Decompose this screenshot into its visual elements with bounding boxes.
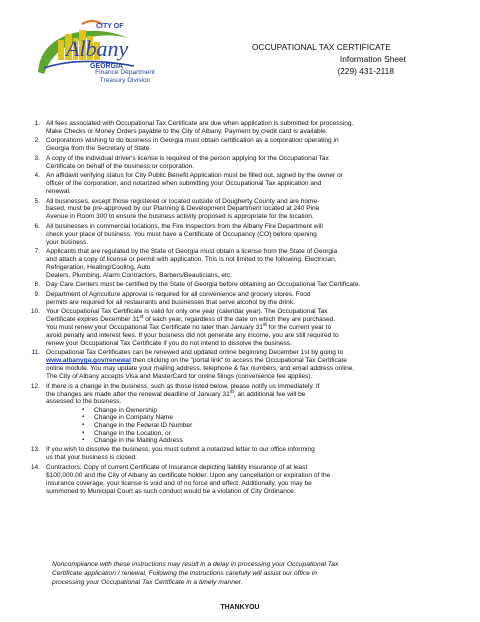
- document-subtitle: Information Sheet: [339, 54, 406, 64]
- item-text: Applicants that are regulated by the State of Georgia must obtain a license from the State of Georgia: [46, 248, 338, 256]
- list-item: [24, 137, 456, 153]
- item-text: You must renew your Occupational Tax Certificate no later than January 31st for the current year to: [46, 321, 332, 332]
- list-item: [24, 281, 456, 289]
- department-line-1: Finance Department: [95, 69, 155, 76]
- item-text: All businesses, except those registered or located outside of Dougherty County and are home-: [46, 197, 320, 205]
- phone-number: (229) 431-2118: [337, 66, 394, 76]
- item-number: 2.: [34, 137, 40, 145]
- item-text: Refrigeration, Heating/Cooling, Auto: [46, 263, 151, 271]
- document-title: OCCUPATIONAL TAX CERTIFICATE: [252, 42, 391, 52]
- item-text: www.albanyga.gov/renewal then clicking on the "portal link" to access the Occupational Tax Certificate: [46, 357, 347, 365]
- thank-you-text: THANKYOU: [220, 604, 260, 611]
- list-item: [24, 464, 456, 496]
- item-text: permits are required for all restaurants and businesses that serve alcohol by the drink.: [46, 298, 295, 306]
- item-text: Dealers, Plumbing, Alarm Contractors, Barbers/Beauticians, etc.: [46, 271, 232, 279]
- list-item: [24, 223, 456, 247]
- item-number: 3.: [34, 154, 40, 162]
- item-number: 11.: [31, 349, 40, 357]
- list-item: [24, 248, 456, 280]
- item-text: Certificate on behalf of the business or corporation.: [46, 162, 195, 170]
- item-text: Your Occupational Tax Certificate is valid for only one year (calendar year). The Occupational Tax: [46, 308, 328, 316]
- item-text: us that your business is closed.: [46, 454, 137, 462]
- instructions-list: [24, 120, 456, 497]
- item-text: avoid penalty and interest fees. If your business did not generate any income, you are still required to: [46, 332, 339, 339]
- item-text: based, must be pre-approved by our Planning & Development Department located at 240 Pine: [46, 205, 320, 213]
- item-text: Georgia from the Secretary of State.: [46, 145, 152, 153]
- item-number: 6.: [34, 222, 40, 230]
- skyline-building: [58, 40, 64, 60]
- change-list: [82, 407, 456, 445]
- item-text: An affidavit verifying status for City Public Benefit Application must be filled out, signed by the owner or: [46, 172, 343, 180]
- item-text: If you wish to dissolve the business, you must submit a notarized letter to our office informing: [46, 446, 315, 454]
- item-text: officer of the corporation, and notarized when submitting your Occupational Tax application and: [46, 180, 322, 188]
- item-text: online module. You may update your mailing address, telephone & fax numbers, and email address online.: [46, 365, 355, 373]
- item-text: Day Care Centers must be certified by the State of Georgia before obtaining an Occupational Tax Certificate.: [46, 281, 361, 289]
- item-number: 13.: [30, 446, 40, 454]
- change-item: ▪ Change in Ownership: [82, 407, 456, 415]
- item-text: your business.: [46, 238, 89, 246]
- item-number: 1.: [34, 120, 40, 127]
- item-text: Department of Agriculture approval is required for all convenience and grocery stores. Food: [46, 290, 311, 298]
- item-number: 7.: [34, 248, 40, 256]
- item-number: 14.: [30, 463, 40, 471]
- renewal-link[interactable]: www.albanyga.gov/renewal: [46, 357, 131, 365]
- item-text: All fees associated with Occupational Tax Certificate are due when application is submitted for processing.: [46, 120, 354, 127]
- item-text: check your place of business. You must have a Certificate of Occupancy (CO) before opening: [46, 230, 317, 238]
- department-line-2: Treasury Division: [99, 77, 151, 84]
- city-of-albany-logo: [30, 14, 150, 100]
- list-item: [24, 120, 456, 136]
- list-item: [24, 446, 456, 462]
- item-text: $100,000.00 and the City of Albany as certificate holder. Upon any cancellation or expiration of the: [46, 471, 331, 479]
- logo-city-of: CITY OF: [96, 23, 124, 30]
- change-item: ▪ Change in the Federal ID Number: [82, 422, 456, 430]
- item-text: The City of Albany accepts Visa and MasterCard for online filings (convenience fee applies).: [46, 373, 313, 381]
- item-text: Contractors: Copy of current Certificate of Insurance depicting liability insurance of at least: [46, 463, 308, 471]
- item-text: and attach a copy of license or permit with application. This is not limited to the following: Electrician,: [46, 256, 337, 264]
- change-item: ▪ Change in the Location, or: [82, 430, 456, 438]
- item-number: 5.: [34, 197, 40, 205]
- logo-albany: Albany: [66, 36, 129, 61]
- list-item: [24, 291, 456, 307]
- noncompliance-notice: Noncompliance with these instructions may result in a delay in processing your Occupational Tax Certificate application / renewal. Following the instructions carefully will assist our office in processing your Occupational Tax Certificate in a timely manner.: [52, 561, 339, 586]
- item-text: the changes are made after the renewal deadline of January 31st, an additional fee will be: [46, 388, 306, 398]
- list-item-10: [24, 308, 456, 348]
- item-text: Avenue in Room 300 to ensure the business activity proposed is appropriate for the location.: [46, 213, 314, 221]
- change-item: ▪ Change in the Mailing Address: [82, 437, 456, 445]
- list-item-11: [24, 349, 456, 381]
- item-text: renew your Occupational Tax Certificate if you do not intend to dissolve the business.: [46, 339, 292, 347]
- item-text: Corporations wishing to do business in Georgia must obtain certification as a corporation operating in: [46, 137, 339, 145]
- item-text: summoned to Municipal Court as such conduct would be a violation of City Ordinance.: [46, 487, 296, 495]
- item-number: 12.: [30, 382, 40, 390]
- item-text: Certificate expires December 31st of each year, regardless of the date on which they are purchased.: [46, 314, 336, 324]
- item-text: All businesses in commercial locations, the Fire Inspectors from the Albany Fire Department will: [46, 222, 323, 230]
- item-number: 10.: [30, 308, 40, 316]
- item-number: 8.: [34, 281, 40, 289]
- list-item: [24, 172, 456, 196]
- item-text: Make Checks or Money Orders payable to the City of Albany. Payment by credit card is available.: [46, 127, 328, 135]
- item-text: insurance coverage, your license is void and of no force and effect. Additionally, you may be: [46, 479, 312, 487]
- item-number: 9.: [34, 290, 40, 298]
- item-text: Occupational Tax Certificates can be renewed and updated online beginning December 1st by going to: [46, 349, 344, 357]
- list-item: [24, 198, 456, 222]
- change-item: ▪ Change in Company Name: [82, 414, 456, 422]
- item-text: If there is a change in the business, such as those listed below, please notify us immediately. If: [46, 382, 320, 390]
- item-text: assessed to the business.: [46, 398, 122, 406]
- item-text: A copy of the individual driver's license is required of the person applying for the Occupational Tax: [46, 154, 329, 162]
- item-text: renewal.: [46, 188, 71, 196]
- logo-georgia: GEORGIA: [90, 63, 124, 70]
- list-item-12: [24, 383, 456, 445]
- item-number: 4.: [34, 172, 40, 180]
- list-item: [24, 155, 456, 171]
